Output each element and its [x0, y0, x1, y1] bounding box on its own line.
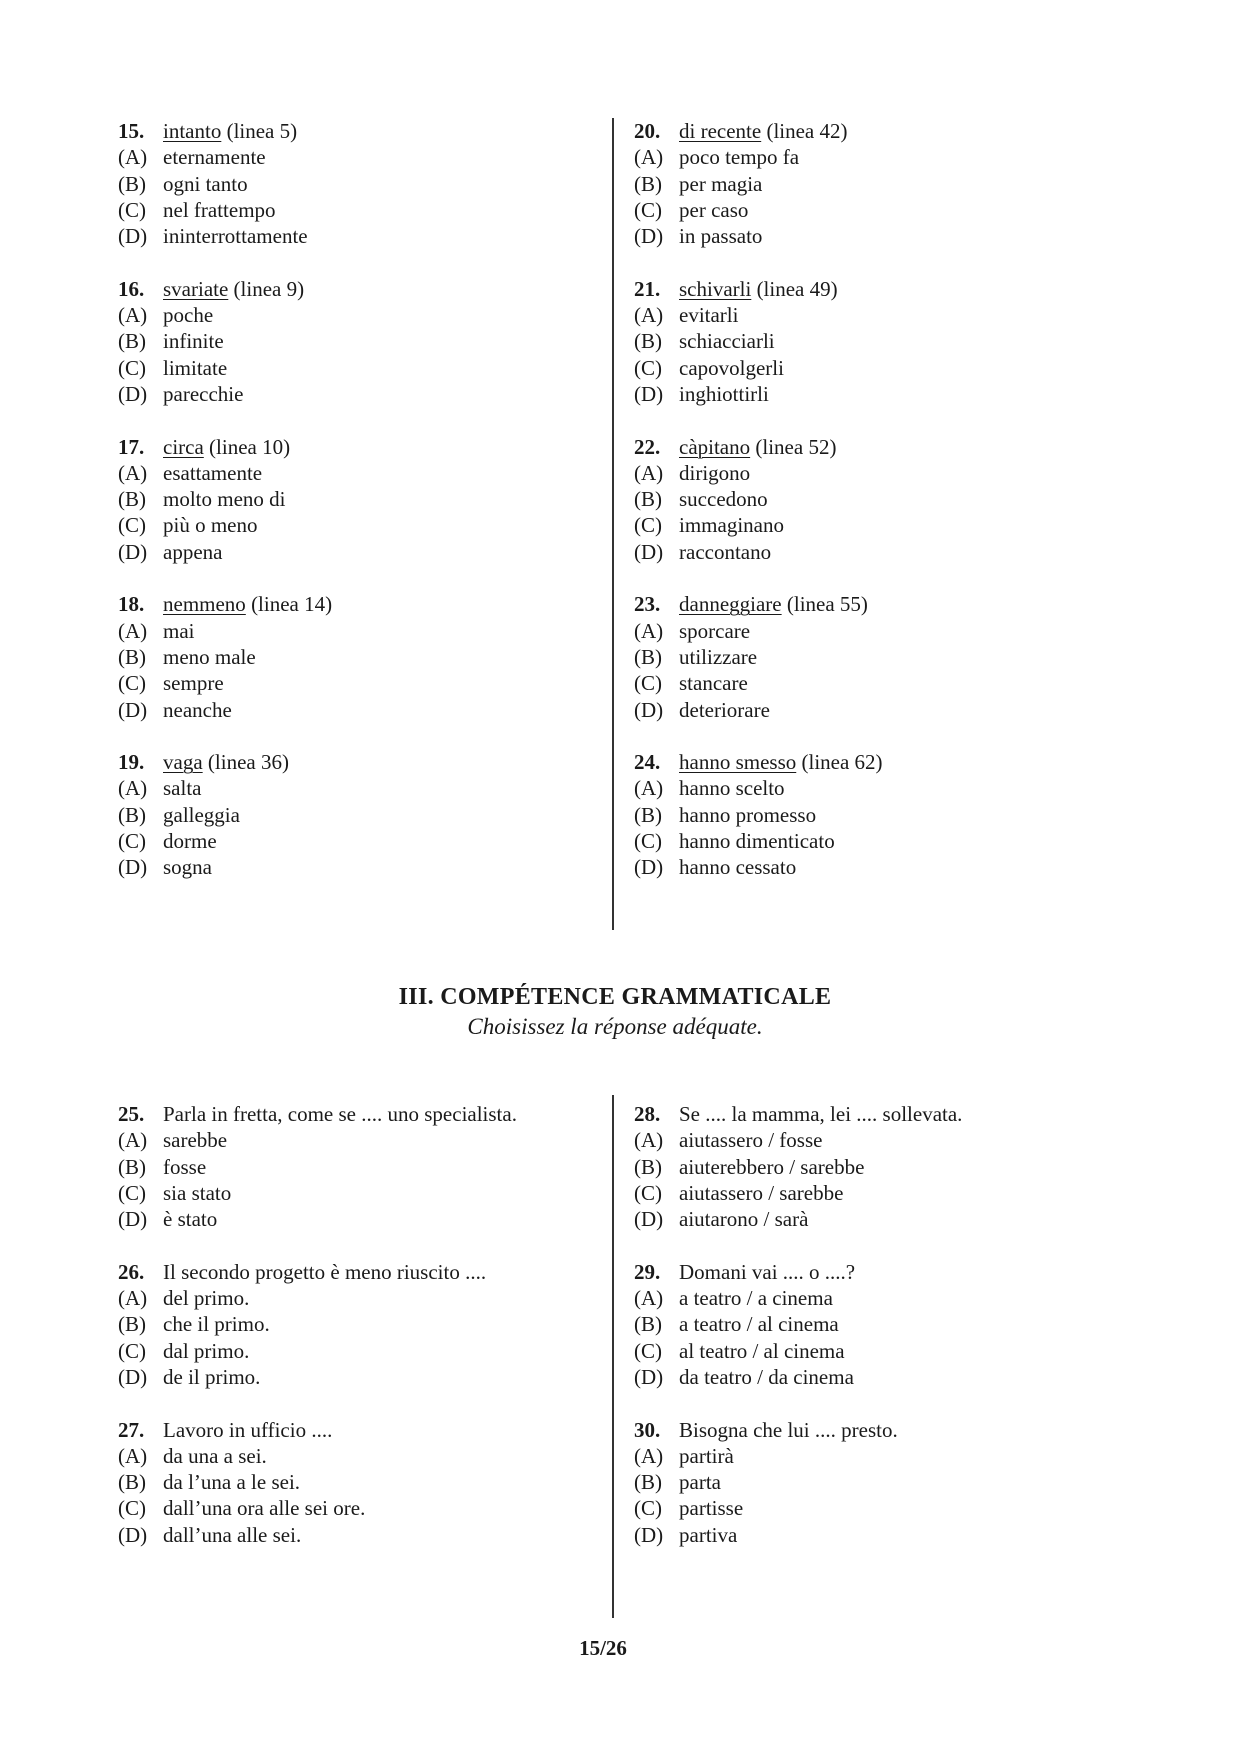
option-letter: (B)	[634, 644, 662, 669]
question-header	[118, 591, 608, 617]
question-number: 23.	[634, 592, 661, 617]
option-text: a teatro / a cinema	[679, 1286, 833, 1311]
option-letter: (D)	[634, 1522, 664, 1547]
option-b	[634, 1311, 1154, 1337]
option-letter: (B)	[634, 329, 662, 354]
option-a	[118, 144, 608, 170]
question-stem	[163, 276, 304, 302]
option-text: de il primo.	[163, 1364, 261, 1389]
option-b	[634, 644, 1154, 670]
option-a	[634, 1127, 1154, 1153]
option-letter: (B)	[634, 1470, 662, 1495]
option-text: hanno promesso	[679, 802, 817, 827]
option-letter: (D)	[118, 539, 148, 564]
option-a	[118, 1285, 608, 1311]
question-29	[634, 1259, 1154, 1390]
option-c	[634, 355, 1154, 381]
option-a	[634, 460, 1154, 486]
option-text: partisse	[679, 1496, 744, 1521]
option-letter: (D)	[634, 224, 664, 249]
option-letter: (B)	[634, 1312, 662, 1337]
question-22	[634, 434, 1154, 565]
option-c	[118, 828, 608, 854]
option-text: dorme	[163, 829, 217, 854]
option-letter: (A)	[118, 1286, 148, 1311]
option-a	[634, 302, 1154, 328]
option-letter: (C)	[634, 197, 662, 222]
option-letter: (A)	[118, 460, 148, 485]
option-c	[118, 355, 608, 381]
question-prompt: Se .... la mamma, lei .... sollevata.	[679, 1102, 963, 1126]
option-letter: (C)	[634, 355, 662, 380]
option-b	[118, 1469, 608, 1495]
option-text: aiutassero / sarebbe	[679, 1180, 844, 1205]
option-text: partiva	[679, 1522, 738, 1547]
option-text: esattamente	[163, 460, 263, 485]
option-text: aiuterebbero / sarebbe	[679, 1154, 865, 1179]
option-c	[118, 1495, 608, 1521]
option-letter: (C)	[118, 829, 146, 854]
option-text: immaginano	[679, 513, 784, 538]
option-letter: (D)	[118, 1207, 148, 1232]
question-stem	[163, 591, 332, 617]
vocab-right-column	[634, 118, 1154, 907]
option-text: capovolgerli	[679, 355, 784, 380]
question-16	[118, 276, 608, 407]
option-b	[118, 1154, 608, 1180]
option-text: a teatro / al cinema	[679, 1312, 839, 1337]
option-b	[634, 171, 1154, 197]
option-c	[118, 1180, 608, 1206]
option-letter: (B)	[118, 1312, 146, 1337]
target-term: hanno smesso	[679, 750, 797, 775]
line-reference: (linea 52)	[750, 434, 837, 459]
option-a	[118, 1443, 608, 1469]
option-a	[118, 460, 608, 486]
option-letter: (A)	[634, 1128, 664, 1153]
option-letter: (D)	[118, 1364, 148, 1389]
option-b	[118, 1311, 608, 1337]
line-reference: (linea 14)	[245, 592, 333, 617]
option-letter: (B)	[634, 802, 662, 827]
option-letter: (C)	[634, 1338, 662, 1363]
option-text: dall’una alle sei.	[163, 1522, 302, 1547]
option-c	[634, 1495, 1154, 1521]
question-stem	[163, 434, 290, 460]
option-text: dirigono	[679, 460, 751, 485]
option-c	[118, 197, 608, 223]
option-letter: (A)	[118, 303, 148, 328]
option-letter: (B)	[634, 171, 662, 196]
option-letter: (B)	[634, 487, 662, 512]
option-letter: (B)	[118, 171, 146, 196]
question-stem	[163, 749, 289, 775]
question-header	[118, 749, 608, 775]
question-stem	[679, 434, 836, 460]
option-letter: (A)	[634, 1443, 664, 1468]
option-c	[118, 1338, 608, 1364]
question-header	[634, 118, 1154, 144]
question-header	[118, 1417, 608, 1443]
option-text: hanno dimenticato	[679, 829, 835, 854]
option-letter: (B)	[634, 1154, 662, 1179]
option-text: hanno cessato	[679, 855, 797, 880]
question-17	[118, 434, 608, 565]
option-text: galleggia	[163, 802, 240, 827]
option-b	[118, 328, 608, 354]
option-letter: (B)	[118, 1470, 146, 1495]
option-letter: (B)	[118, 644, 146, 669]
option-text: aiutarono / sarà	[679, 1207, 809, 1232]
column-divider	[612, 1095, 614, 1618]
question-number: 16.	[118, 276, 145, 301]
question-30	[634, 1417, 1154, 1548]
option-letter: (A)	[118, 618, 148, 643]
option-d	[118, 1206, 608, 1232]
option-letter: (B)	[118, 487, 146, 512]
option-letter: (A)	[634, 1286, 664, 1311]
option-text: limitate	[163, 355, 228, 380]
question-number: 22.	[634, 434, 661, 459]
option-text: stancare	[679, 671, 748, 696]
option-c	[634, 197, 1154, 223]
question-stem	[163, 118, 297, 144]
option-text: poche	[163, 303, 214, 328]
option-text: infinite	[163, 329, 224, 354]
option-letter: (C)	[118, 197, 146, 222]
option-a	[634, 144, 1154, 170]
option-a	[118, 1127, 608, 1153]
option-letter: (D)	[118, 697, 148, 722]
option-a	[634, 618, 1154, 644]
option-letter: (A)	[634, 618, 664, 643]
option-text: dall’una ora alle sei ore.	[163, 1496, 366, 1521]
option-b	[118, 171, 608, 197]
question-number: 26.	[118, 1259, 145, 1284]
option-letter: (B)	[118, 1154, 146, 1179]
option-text: sarebbe	[163, 1128, 228, 1153]
option-b	[118, 644, 608, 670]
target-term: circa	[163, 434, 204, 459]
option-text: del primo.	[163, 1286, 250, 1311]
option-text: per magia	[679, 171, 763, 196]
option-c	[118, 670, 608, 696]
option-text: aiutassero / fosse	[679, 1128, 823, 1153]
option-letter: (C)	[118, 1180, 146, 1205]
option-c	[118, 512, 608, 538]
option-text: poco tempo fa	[679, 145, 800, 170]
question-header	[118, 1259, 608, 1285]
option-text: eternamente	[163, 145, 266, 170]
option-c	[634, 1338, 1154, 1364]
option-letter: (D)	[634, 539, 664, 564]
option-d	[118, 854, 608, 880]
option-text: nel frattempo	[163, 197, 276, 222]
option-b	[634, 1154, 1154, 1180]
question-28	[634, 1101, 1154, 1232]
column-divider	[612, 118, 614, 930]
question-header	[634, 276, 1154, 302]
option-text: sia stato	[163, 1180, 232, 1205]
question-stem	[679, 591, 868, 617]
option-text: mai	[163, 618, 195, 643]
option-a	[118, 775, 608, 801]
option-text: che il primo.	[163, 1312, 270, 1337]
option-d	[634, 854, 1154, 880]
question-25	[118, 1101, 608, 1232]
question-number: 24.	[634, 750, 661, 775]
option-letter: (A)	[634, 776, 664, 801]
option-c	[634, 828, 1154, 854]
question-23	[634, 591, 1154, 722]
line-reference: (linea 62)	[796, 750, 883, 775]
line-reference: (linea 9)	[228, 276, 305, 301]
option-text: più o meno	[163, 513, 258, 538]
option-c	[634, 512, 1154, 538]
option-text: neanche	[163, 697, 232, 722]
line-reference: (linea 49)	[751, 276, 838, 301]
option-letter: (A)	[634, 145, 664, 170]
option-text: hanno scelto	[679, 776, 785, 801]
target-term: svariate	[163, 276, 229, 301]
option-text: sogna	[163, 855, 212, 880]
grammar-left-column	[118, 1101, 608, 1574]
question-header	[634, 1417, 1154, 1443]
section-instructions: Choisissez la réponse adéquate.	[467, 1014, 763, 1039]
option-letter: (B)	[118, 802, 146, 827]
option-text: molto meno di	[163, 487, 286, 512]
option-letter: (C)	[634, 513, 662, 538]
question-26	[118, 1259, 608, 1390]
question-number: 17.	[118, 434, 145, 459]
question-header	[634, 1259, 1154, 1285]
option-c	[634, 670, 1154, 696]
target-term: di recente	[679, 119, 762, 143]
option-a	[634, 1285, 1154, 1311]
question-header	[118, 118, 608, 144]
option-d	[634, 223, 1154, 249]
option-letter: (D)	[634, 697, 664, 722]
question-20	[634, 118, 1154, 249]
option-d	[634, 1364, 1154, 1390]
question-number: 29.	[634, 1259, 661, 1284]
vocab-left-column	[118, 118, 608, 907]
question-19	[118, 749, 608, 880]
option-d	[634, 1522, 1154, 1548]
option-d	[118, 697, 608, 723]
option-letter: (A)	[118, 1128, 148, 1153]
target-term: vaga	[163, 750, 203, 775]
option-b	[634, 1469, 1154, 1495]
option-c	[634, 1180, 1154, 1206]
option-a	[634, 775, 1154, 801]
option-letter: (C)	[634, 829, 662, 854]
question-stem	[679, 118, 848, 144]
option-text: salta	[163, 776, 202, 801]
grammar-right-column	[634, 1101, 1154, 1574]
option-letter: (C)	[118, 355, 146, 380]
target-term: intanto	[163, 119, 222, 143]
option-text: partirà	[679, 1443, 734, 1468]
question-number: 20.	[634, 119, 661, 143]
option-letter: (A)	[118, 776, 148, 801]
option-letter: (D)	[118, 224, 148, 249]
option-d	[118, 1522, 608, 1548]
question-stem	[679, 276, 838, 302]
option-text: ininterrottamente	[163, 224, 308, 249]
question-number: 15.	[118, 119, 145, 143]
option-text: in passato	[679, 224, 763, 249]
line-reference: (linea 10)	[203, 434, 291, 459]
option-text: inghiottirli	[679, 381, 769, 406]
option-text: sporcare	[679, 618, 751, 643]
option-b	[118, 486, 608, 512]
option-d	[634, 697, 1154, 723]
option-text: al teatro / al cinema	[679, 1338, 845, 1363]
option-text: sempre	[163, 671, 224, 696]
option-letter: (C)	[118, 1496, 146, 1521]
question-number: 28.	[634, 1102, 661, 1126]
question-number: 21.	[634, 276, 661, 301]
option-b	[634, 328, 1154, 354]
option-b	[634, 802, 1154, 828]
question-prompt: Parla in fretta, come se .... uno specialista.	[163, 1102, 517, 1126]
option-letter: (A)	[118, 1443, 148, 1468]
option-d	[634, 539, 1154, 565]
option-letter: (C)	[118, 1338, 146, 1363]
question-number: 19.	[118, 750, 145, 775]
option-d	[118, 381, 608, 407]
option-letter: (C)	[634, 1180, 662, 1205]
question-prompt: Lavoro in ufficio ....	[163, 1417, 333, 1442]
question-number: 27.	[118, 1417, 145, 1442]
option-text: da una a sei.	[163, 1443, 267, 1468]
page-number: 15/26	[579, 1636, 627, 1660]
question-stem	[679, 749, 883, 775]
option-text: da l’una a le sei.	[163, 1470, 301, 1495]
option-b	[118, 802, 608, 828]
option-text: evitarli	[679, 303, 739, 328]
option-text: succedono	[679, 487, 768, 512]
option-text: schiacciarli	[679, 329, 775, 354]
option-text: appena	[163, 539, 223, 564]
option-letter: (A)	[634, 460, 664, 485]
option-b	[634, 486, 1154, 512]
option-text: ogni tanto	[163, 171, 248, 196]
question-header	[634, 434, 1154, 460]
option-letter: (D)	[634, 1364, 664, 1389]
option-text: parta	[679, 1470, 721, 1495]
question-header	[634, 1101, 1154, 1127]
question-prompt: Bisogna che lui .... presto.	[679, 1417, 898, 1442]
option-letter: (C)	[634, 671, 662, 696]
option-d	[634, 1206, 1154, 1232]
option-text: utilizzare	[679, 644, 758, 669]
target-term: schivarli	[679, 276, 752, 301]
option-letter: (D)	[118, 1522, 148, 1547]
question-header	[634, 591, 1154, 617]
option-text: da teatro / da cinema	[679, 1364, 854, 1389]
question-21	[634, 276, 1154, 407]
option-text: raccontano	[679, 539, 772, 564]
option-text: fosse	[163, 1154, 207, 1179]
option-letter: (C)	[118, 513, 146, 538]
question-15	[118, 118, 608, 249]
question-18	[118, 591, 608, 722]
option-d	[118, 1364, 608, 1390]
option-text: deteriorare	[679, 697, 770, 722]
option-letter: (D)	[634, 1207, 664, 1232]
option-letter: (C)	[634, 1496, 662, 1521]
section-title: III. COMPÉTENCE GRAMMATICALE	[398, 984, 832, 1010]
question-number: 25.	[118, 1102, 145, 1126]
question-header	[118, 434, 608, 460]
question-header	[634, 749, 1154, 775]
option-text: parecchie	[163, 381, 244, 406]
option-text: meno male	[163, 644, 256, 669]
line-reference: (linea 36)	[202, 750, 289, 775]
question-prompt: Il secondo progetto è meno riuscito ....	[163, 1259, 487, 1284]
option-a	[118, 302, 608, 328]
option-d	[118, 223, 608, 249]
option-d	[118, 539, 608, 565]
option-d	[634, 381, 1154, 407]
option-letter: (D)	[118, 855, 148, 880]
target-term: nemmeno	[163, 592, 246, 617]
option-a	[634, 1443, 1154, 1469]
option-letter: (D)	[634, 381, 664, 406]
line-reference: (linea 42)	[761, 119, 848, 143]
option-letter: (C)	[118, 671, 146, 696]
question-number: 18.	[118, 592, 145, 617]
question-number: 30.	[634, 1417, 661, 1442]
option-letter: (D)	[118, 381, 148, 406]
line-reference: (linea 5)	[221, 119, 298, 143]
target-term: danneggiare	[679, 592, 782, 617]
option-a	[118, 618, 608, 644]
target-term: càpitano	[679, 434, 751, 459]
option-text: è stato	[163, 1207, 218, 1232]
question-header	[118, 276, 608, 302]
line-reference: (linea 55)	[781, 592, 868, 617]
option-text: per caso	[679, 197, 749, 222]
question-prompt: Domani vai .... o ....?	[679, 1259, 856, 1284]
option-text: dal primo.	[163, 1338, 250, 1363]
question-27	[118, 1417, 608, 1548]
question-24	[634, 749, 1154, 880]
option-letter: (A)	[118, 145, 148, 170]
question-header	[118, 1101, 608, 1127]
option-letter: (B)	[118, 329, 146, 354]
option-letter: (A)	[634, 303, 664, 328]
option-letter: (D)	[634, 855, 664, 880]
